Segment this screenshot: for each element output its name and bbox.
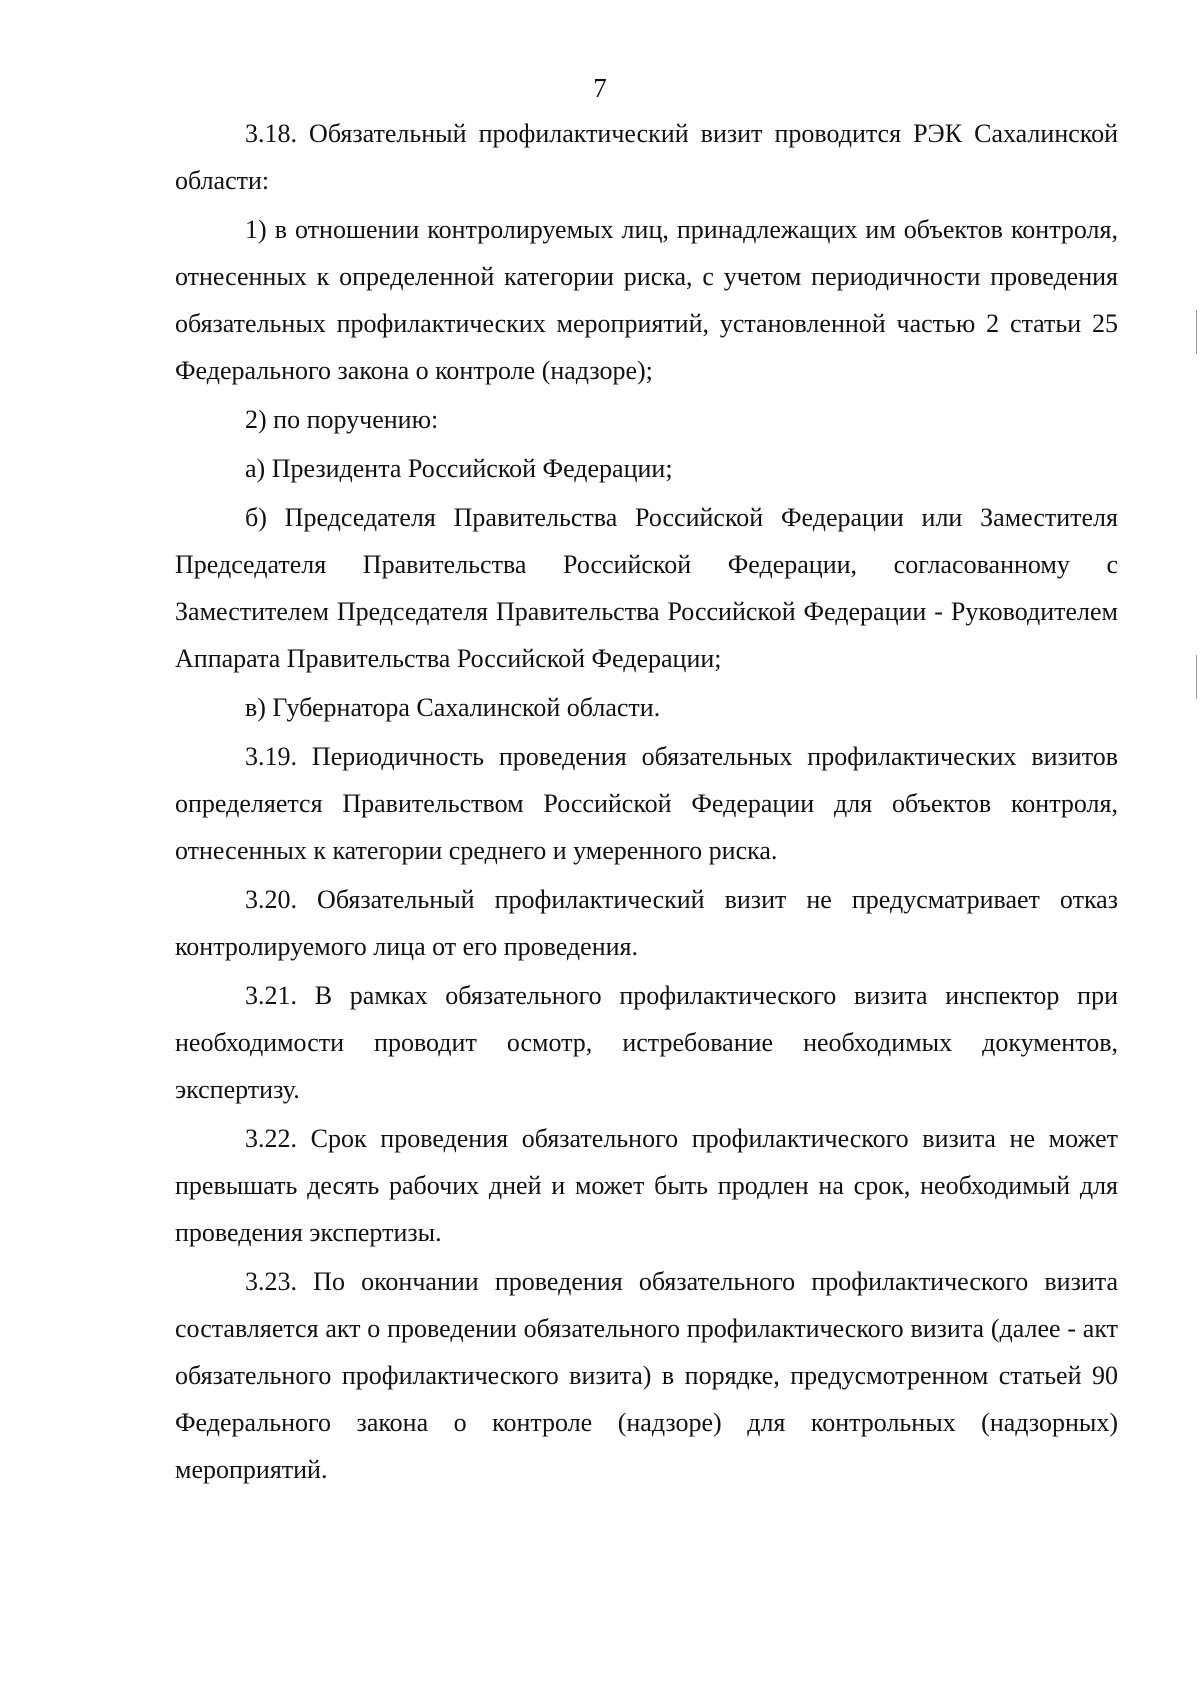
paragraph-3-18-item-2a: а) Президента Российской Федерации; bbox=[245, 454, 673, 483]
page-number: 7 bbox=[593, 73, 607, 103]
paragraph-3-22: 3.22. Срок проведения обязательного профилактического визита не может превышать десять рабочих дней и может быть продлен на срок, необходимый для проведения экспертизы. bbox=[175, 1124, 1118, 1247]
paragraph-3-19: 3.19. Периодичность проведения обязательных профилактических визитов определяется Правительством Российской Федерации для объектов контроля, отнесенных к категории среднего и умеренного риска. bbox=[175, 742, 1118, 865]
paragraph-3-20: 3.20. Обязательный профилактический визит не предусматривает отказ контролируемого лица от его проведения. bbox=[175, 885, 1118, 961]
paragraph-3-18-item-1: 1) в отношении контролируемых лиц, принадлежащих им объектов контроля, отнесенных к определенной категории риска, с учетом периодичности проведения обязательных профилактических мероприятий, установленной частью 2 статьи 25 Федерального закона о контроле (надзоре); bbox=[175, 215, 1118, 385]
paragraph-3-18: 3.18. Обязательный профилактический визит проводится РЭК Сахалинской области: bbox=[175, 119, 1118, 195]
paragraph-3-23: 3.23. По окончании проведения обязательного профилактического визита составляется акт о проведении обязательного профилактического визита (далее - акт обязательного профилактического визита) в порядке, предусмотренном статьей 90 Федерального закона о контроле (надзоре) для контрольных (надзорных) мероприятий. bbox=[175, 1267, 1118, 1484]
paragraph-3-18-item-2v: в) Губернатора Сахалинской области. bbox=[245, 693, 661, 722]
scan-mark bbox=[1196, 655, 1197, 699]
paragraph-3-21: 3.21. В рамках обязательного профилактического визита инспектор при необходимости проводит осмотр, истребование необходимых документов, экспертизу. bbox=[175, 981, 1118, 1104]
document-body bbox=[175, 110, 1118, 1495]
paragraph-3-18-item-2b: б) Председателя Правительства Российской Федерации или Заместителя Председателя Правительства Российской Федерации, согласованному с Заместителем Председателя Правительства Российской Федерации - Руководителем Аппарата Правительства Российской Федерации; bbox=[175, 503, 1118, 673]
paragraph-3-18-item-2: 2) по поручению: bbox=[245, 405, 439, 434]
scan-mark bbox=[1196, 310, 1197, 354]
